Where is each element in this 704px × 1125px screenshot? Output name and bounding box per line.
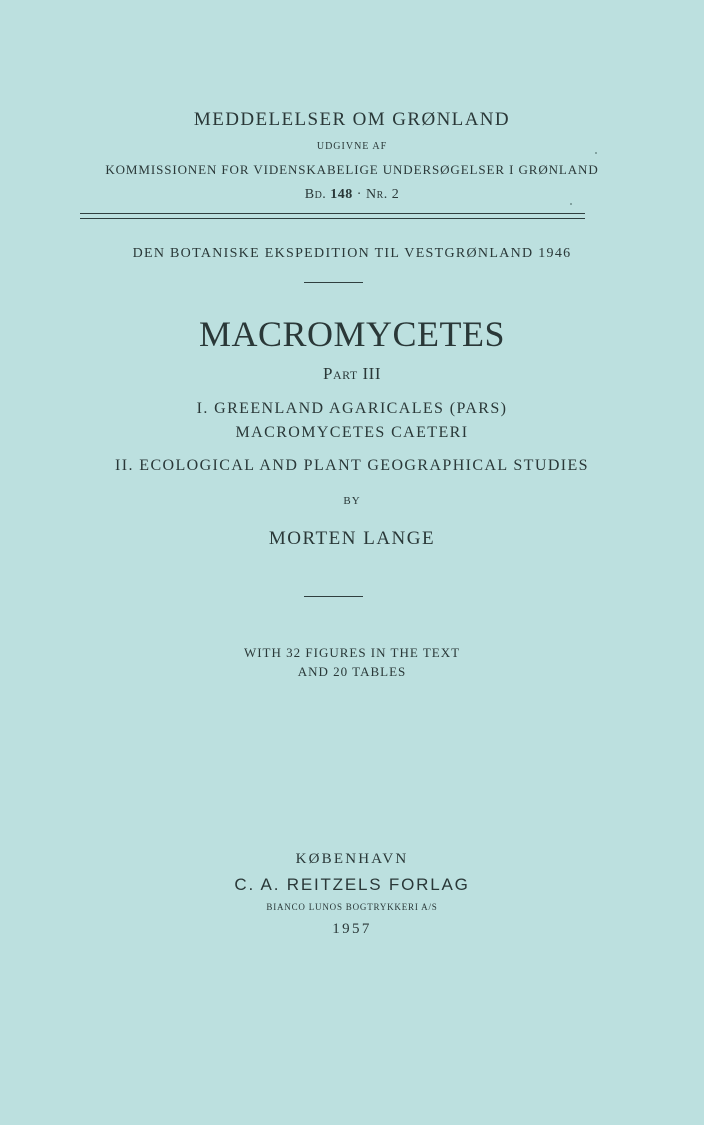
volume-prefix: Bd. (304, 187, 327, 202)
subtitle-part-one-continued: MACROMYCETES CAETERI (235, 424, 469, 441)
main-title: MACROMYCETES (198, 314, 506, 354)
publication-city: KØBENHAVN (295, 851, 409, 867)
series-title: MEDDELELSER OM GRØNLAND (193, 109, 511, 130)
author-name: MORTEN LANGE (268, 528, 436, 549)
divider-rule (304, 596, 363, 597)
figures-note: WITH 32 FIGURES IN THE TEXT (243, 645, 461, 660)
paper-speck (570, 203, 572, 205)
expedition-title: DEN BOTANISKE EKSPEDITION TIL VESTGRØNLAND 1946 (132, 246, 572, 261)
publication-year: 1957 (332, 921, 372, 937)
header-rule-top (80, 213, 585, 214)
issue-number: 2 (391, 187, 400, 202)
subtitle-part-two: II. ECOLOGICAL AND PLANT GEOGRAPHICAL STUDIES (115, 457, 589, 474)
header-rule-bottom (80, 218, 585, 219)
volume-and-number (0, 187, 704, 203)
printer-name: BIANCO LUNOS BOGTRYKKERI A/S (266, 902, 438, 912)
commission-name: KOMMISSIONEN FOR VIDENSKABELIGE UNDERSØGELSER I GRØNLAND (105, 162, 599, 177)
divider-rule (304, 282, 363, 283)
issue-prefix: Nr. (365, 187, 388, 202)
volume-number: 148 (330, 187, 353, 202)
publisher-name: C. A. REITZELS FORLAG (234, 875, 470, 894)
issued-by-label: UDGIVNE AF (316, 141, 388, 152)
tables-note: AND 20 TABLES (297, 664, 407, 679)
subtitle-part-one: I. GREENLAND AGARICALES (PARS) (196, 400, 508, 417)
by-label: BY (343, 495, 361, 507)
volume-separator: · (356, 187, 362, 202)
part-label: Part III (323, 364, 381, 383)
paper-speck (595, 152, 597, 154)
